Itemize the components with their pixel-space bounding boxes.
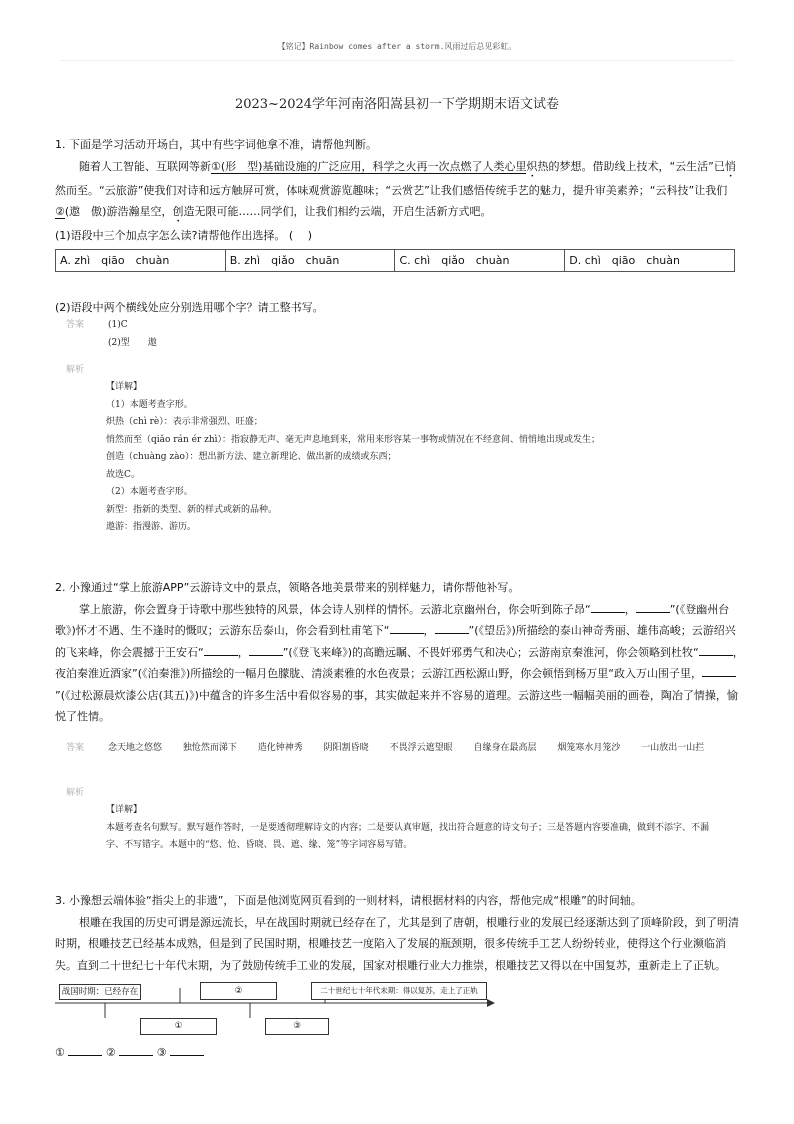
q2-text: ”(《过松源晨炊漆公店(其五)》)中蕴含的许多生活中看似容易的事，其实做起来并不容易的道理。云游这些一幅幅美丽的画卷，陶冶了情操，愉悦了性情。 (55, 688, 738, 723)
answer-label: 答案 (66, 320, 85, 330)
q2-text: ， (624, 602, 636, 616)
analysis-line: 新型：指新的类型、新的样式或新的品种。 (106, 504, 278, 515)
q2-blank[interactable] (702, 665, 736, 677)
q2-text: ，夜泊秦淮近酒家”(《泊秦淮》)所描绘的一幅月色朦胧、清淡素雅的水色夜景；云游江西松源山野，你会顿悟到杨万里“政入万山围子里， (55, 645, 744, 680)
q1-dotted-char-2: 悄 (724, 159, 736, 173)
q2-blank[interactable] (699, 644, 733, 656)
q1-sub1: (1)语段中三个加点字怎么读?请帮他作出选择。 ( ) (55, 229, 312, 242)
analysis-line: 悄然而至（qiǎo rán ér zhì）：指寂静无声、毫无声息地到来，常用来形容某一事物或情况在不经意间、悄悄地出现或发生； (106, 434, 601, 445)
timeline-box-modern: 二十世纪七十年代末期：得以复苏，走上了正轨 (311, 982, 487, 1000)
q2-answer: 念天地之悠悠 (108, 743, 163, 753)
q2-blank[interactable] (390, 622, 424, 634)
q2-blank[interactable] (249, 644, 283, 656)
analysis-line: 故选C。 (106, 469, 140, 480)
analysis-line: （2）本题考查字形。 (106, 487, 193, 497)
q2-answer: 一山放出一山拦 (641, 743, 705, 753)
timeline-blank-1[interactable]: ① (140, 1018, 217, 1035)
analysis-line: 炽热（chì rè）：表示非常强烈、旺盛； (106, 417, 263, 427)
q3-passage: 根雕在我国的历史可谓是源远流长，早在战国时期就已经存在了，尤其是到了唐朝，根雕行业的发展已经逐渐达到了顶峰阶段，到了明清时期，根雕技艺已经基本成熟，但是到了民国时期，根雕技艺一度陷入了发展的瓶颈期，很多传统手工艺人纷纷转业，使得这个行业濒临消失。直到二十世纪七十年代末期，为了鼓励传统手工业的发展，国家对根雕行业大力推崇，根雕技艺又得以在中国复苏，重新走上了正轨。 (55, 915, 739, 972)
q1-passage (55, 156, 745, 226)
q2-answer: 阴阳割昏晓 (323, 743, 369, 753)
q1-passage-part: 造无限可能……同学们，让我们相约云端，开启生活新方式吧。 (183, 205, 492, 218)
motto-note: 【铭记】Rainbow comes after a storm.风雨过后总见彩虹。 (277, 42, 517, 51)
analysis-line: 遨游：指漫游、游历。 (106, 522, 197, 532)
q2-passage (55, 599, 745, 728)
q2-answer-block (66, 740, 736, 855)
q1-analysis (106, 379, 600, 537)
q2-text: 掌上旅游，你会置身于诗歌中那些独特的风景，体会诗人别样的情怀。云游北京幽州台，你会听到陈子昂“ (79, 602, 591, 616)
analysis-line: 【详解】 (106, 382, 143, 392)
analysis-line: 本题考查名句默写。默写题作答时，一是要透彻理解诗文的内容；二是要认真审题，找出符合题意的诗文句子；三是答题内容要准确，做到不添字、不漏字、不写错字。本题中的“悠、怆、昏晓、畏、遮、缘、笼”等字词容易写错。 (106, 822, 710, 850)
analysis-label: 解析 (66, 788, 85, 798)
q2-answer: 不畏浮云遮望眼 (389, 743, 453, 753)
question-3 (55, 890, 745, 976)
header-divider (60, 60, 734, 61)
page-title: 2023~2024学年河南洛阳嵩县初一下学期期末语文试卷 (234, 97, 560, 112)
q2-stem: 2. 小豫通过“掌上旅游APP”云游诗文中的景点，领略各地美景带来的别样魅力，请你帮他补写。 (55, 581, 520, 594)
q1-answer-2: (2)型 遨 (108, 337, 157, 348)
q2-answer: 造化钟神秀 (257, 743, 303, 753)
timeline-blank-2[interactable]: ② (200, 982, 277, 1000)
option-b[interactable]: B. zhì qiǎo chuān (225, 249, 395, 272)
blank-label: ② (105, 1046, 116, 1059)
q1-passage-part: 随着人工智能、互联网等新 (79, 159, 211, 173)
q2-text: ， (423, 624, 435, 637)
q2-answers (108, 740, 728, 758)
q2-text: ”(《登幽州台歌》)怀才不遇、生不逢时的慨叹；云游东岳泰山，你会看到杜甫笔下“ (55, 602, 730, 637)
q2-blank[interactable] (204, 644, 238, 656)
q2-blank[interactable] (636, 601, 670, 613)
q1-passage-part: 热的梦想。借助线上技术，“云生活”已 (537, 159, 725, 173)
analysis-line: （1）本题考查字形。 (106, 399, 193, 410)
analysis-label: 解析 (66, 365, 85, 375)
q1-passage-part: (遨 傲)游浩瀚星空， (64, 205, 173, 218)
answer-blank-1[interactable] (68, 1044, 102, 1056)
option-c[interactable]: C. chì qiǎo chuàn (395, 249, 565, 272)
q1-passage-part: 然而至。“云旅游”使我们对诗和远方触屏可赏，体味观赏游览趣味；“云赏艺”让我们感悟传统手艺的魅力，提升审美素养；“云科技”让我们 (55, 183, 728, 197)
q2-answer: 烟笼寒水月笼沙 (557, 743, 621, 753)
timeline-box-warring-states: 战国时期：已经存在 (59, 984, 141, 1000)
q1-answer-1: (1)C (108, 320, 128, 330)
q2-analysis (106, 802, 726, 855)
q2-answer: 独怆然而涕下 (182, 743, 237, 753)
question-2 (55, 577, 745, 728)
q3-stem: 3. 小豫想云端体验“指尖上的非遗”，下面是他浏览网页看到的一则材料，请根据材料的内容，帮他完成“根雕”的时间轴。 (55, 894, 642, 907)
question-1 (55, 134, 745, 319)
q1-dotted-char-1: 炽 (526, 159, 538, 173)
timeline-blank-3[interactable]: ③ (265, 1018, 329, 1035)
q2-blank[interactable] (591, 601, 625, 613)
option-d[interactable]: D. chì qiāo chuàn (565, 249, 735, 272)
q1-sub2: (2)语段中两个横线处应分别选用哪个字？请工整书写。 (55, 301, 324, 314)
analysis-line: 创造（chuàng zào）：想出新方法、建立新理论、做出新的成绩或东西； (106, 452, 397, 462)
answer-blank-3[interactable] (170, 1044, 204, 1056)
q2-answer: 自缘身在最高层 (473, 743, 537, 753)
answer-blank-2[interactable] (119, 1044, 153, 1056)
q1-stem: 1. 下面是学习活动开场白，其中有些字词他拿不准，请帮他判断。 (55, 138, 377, 151)
q1-answer (108, 317, 157, 352)
q1-blank-2: ② (55, 205, 65, 218)
option-a[interactable]: A. zhì qiāo chuàn (56, 249, 226, 272)
q2-text: ”(《望岳》)所描绘的泰山神奇秀丽、雄伟高峻；云游绍兴的飞来峰，你会震撼于王安石“ (55, 624, 736, 659)
blank-label: ③ (156, 1046, 167, 1059)
blank-label: ① (55, 1046, 65, 1059)
q2-text: ”(《登飞来峰》)的高瞻远瞩、不畏奸邪勇气和决心；云游南京秦淮河，你会领略到杜牧“ (282, 645, 699, 659)
q2-blank[interactable] (435, 622, 469, 634)
q2-text: ， (237, 645, 249, 659)
analysis-line: 【详解】 (106, 805, 143, 815)
timeline (55, 978, 505, 1038)
q1-dotted-char-3: 创 (172, 205, 184, 218)
q3-answer-blanks (55, 1042, 745, 1064)
answer-label: 答案 (66, 743, 85, 753)
q1-options-table (55, 249, 735, 273)
q1-answer-block (66, 317, 736, 547)
q1-blank-1: ①(形 型)基础设施的广泛应用，科学之火再一次点燃了人类心里 (211, 159, 527, 173)
